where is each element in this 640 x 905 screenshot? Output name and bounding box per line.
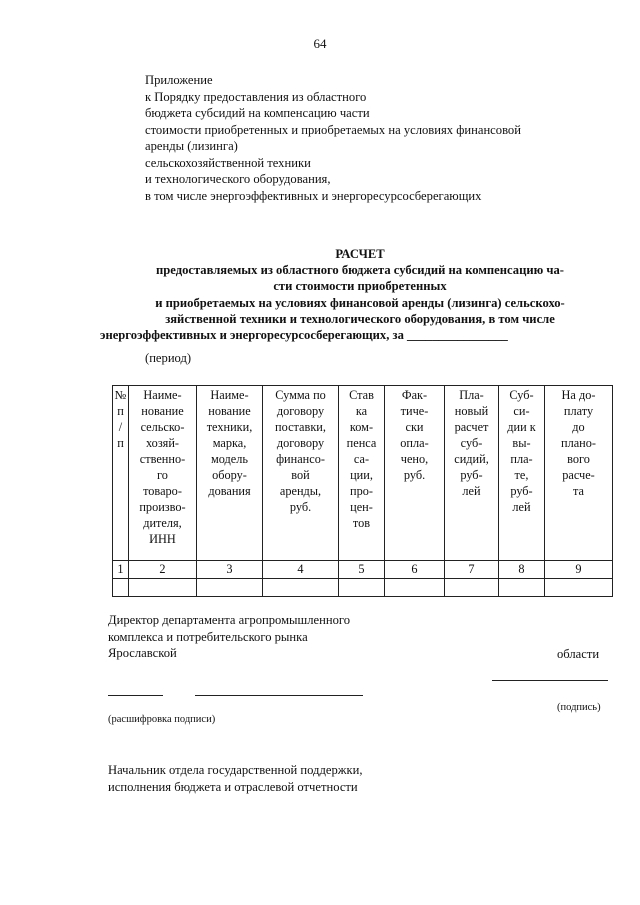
empty-cell <box>499 579 545 597</box>
column-number: 2 <box>129 561 197 579</box>
heading-line: сти стоимости приобретенных <box>273 279 447 294</box>
blank-line <box>195 695 363 696</box>
heading-line: энергоэффективных и энергоресурсосберегающих, за ________________ <box>100 328 508 343</box>
header-cell-planned: Пла- новый расчет суб- сидий, руб- лей <box>445 386 499 561</box>
column-number: 1 <box>113 561 129 579</box>
signature-line-text: Директор департамента агропромышленного <box>108 613 351 627</box>
appendix-line: Приложение <box>145 73 213 87</box>
signature-caption: (подпись) <box>557 702 601 713</box>
empty-cell <box>445 579 499 597</box>
table-header-row <box>113 386 613 561</box>
heading-line: и приобретаемых на условиях финансовой аренды (лизинга) сельскохо- <box>155 295 565 310</box>
page-number: 64 <box>313 36 327 51</box>
signature-line-text: Ярославской <box>108 646 177 660</box>
empty-cell <box>129 579 197 597</box>
column-number: 8 <box>499 561 545 579</box>
table-number-row <box>113 561 613 579</box>
column-number: 9 <box>545 561 613 579</box>
document-heading <box>100 246 620 343</box>
appendix-line: и технологического оборудования, <box>145 172 331 186</box>
heading-title: РАСЧЕТ <box>335 247 385 261</box>
blank-line <box>108 695 163 696</box>
appendix-line: к Порядку предоставления из областного <box>145 89 367 104</box>
director-signature-block <box>108 612 350 662</box>
signature-line-text: комплекса и потребительского рынка <box>108 629 308 644</box>
column-number: 4 <box>263 561 339 579</box>
signature-line-text: исполнения бюджета и отраслевой отчетности <box>108 780 358 794</box>
appendix-block <box>145 72 521 204</box>
header-cell-equipment: Наиме- нование техники, марка, модель обору- дования <box>197 386 263 561</box>
blank-line <box>492 680 608 681</box>
header-cell-producer: Наиме- нование сельско- хозяй- ственно- го товаро- произво- дителя, ИНН <box>129 386 197 561</box>
appendix-line: стоимости приобретенных и приобретаемых на условиях финансовой <box>145 122 521 137</box>
heading-line: зяйственной техники и технологического оборудования, в том числе <box>165 311 555 326</box>
empty-cell <box>197 579 263 597</box>
header-cell-number: № п / п <box>113 386 129 561</box>
header-cell-contract-sum: Сумма по договору поставки, договору финансо- вой аренды, руб. <box>263 386 339 561</box>
appendix-line: аренды (лизинга) <box>145 139 238 153</box>
column-number: 5 <box>339 561 385 579</box>
empty-cell <box>263 579 339 597</box>
header-cell-rate: Став ка ком- пенса са- ции, про- цен- тов <box>339 386 385 561</box>
signature-line-text: Начальник отдела государственной поддержки, <box>108 763 363 777</box>
empty-cell <box>113 579 129 597</box>
appendix-line: в том числе энергоэффективных и энергоресурсосберегающих <box>145 188 482 203</box>
empty-cell <box>545 579 613 597</box>
column-number: 6 <box>385 561 445 579</box>
region-suffix: области <box>557 647 600 661</box>
empty-cell <box>339 579 385 597</box>
column-number: 7 <box>445 561 499 579</box>
column-number: 3 <box>197 561 263 579</box>
heading-line: предоставляемых из областного бюджета субсидий на компенсацию ча- <box>156 263 564 278</box>
head-of-department-signature-block <box>108 762 362 796</box>
header-cell-surcharge: На до- плату до плано- вого расче- та <box>545 386 613 561</box>
table-empty-row <box>113 579 613 597</box>
calculation-table <box>112 385 613 597</box>
decoding-caption: (расшифровка подписи) <box>108 714 216 725</box>
appendix-line: сельскохозяйственной техники <box>145 155 311 170</box>
header-cell-payable: Суб- си- дии к вы- пла- те, руб- лей <box>499 386 545 561</box>
empty-cell <box>385 579 445 597</box>
header-cell-paid: Фак- тиче- ски опла- чено, руб. <box>385 386 445 561</box>
period-caption: (период) <box>145 351 192 365</box>
appendix-line: бюджета субсидий на компенсацию части <box>145 106 370 120</box>
